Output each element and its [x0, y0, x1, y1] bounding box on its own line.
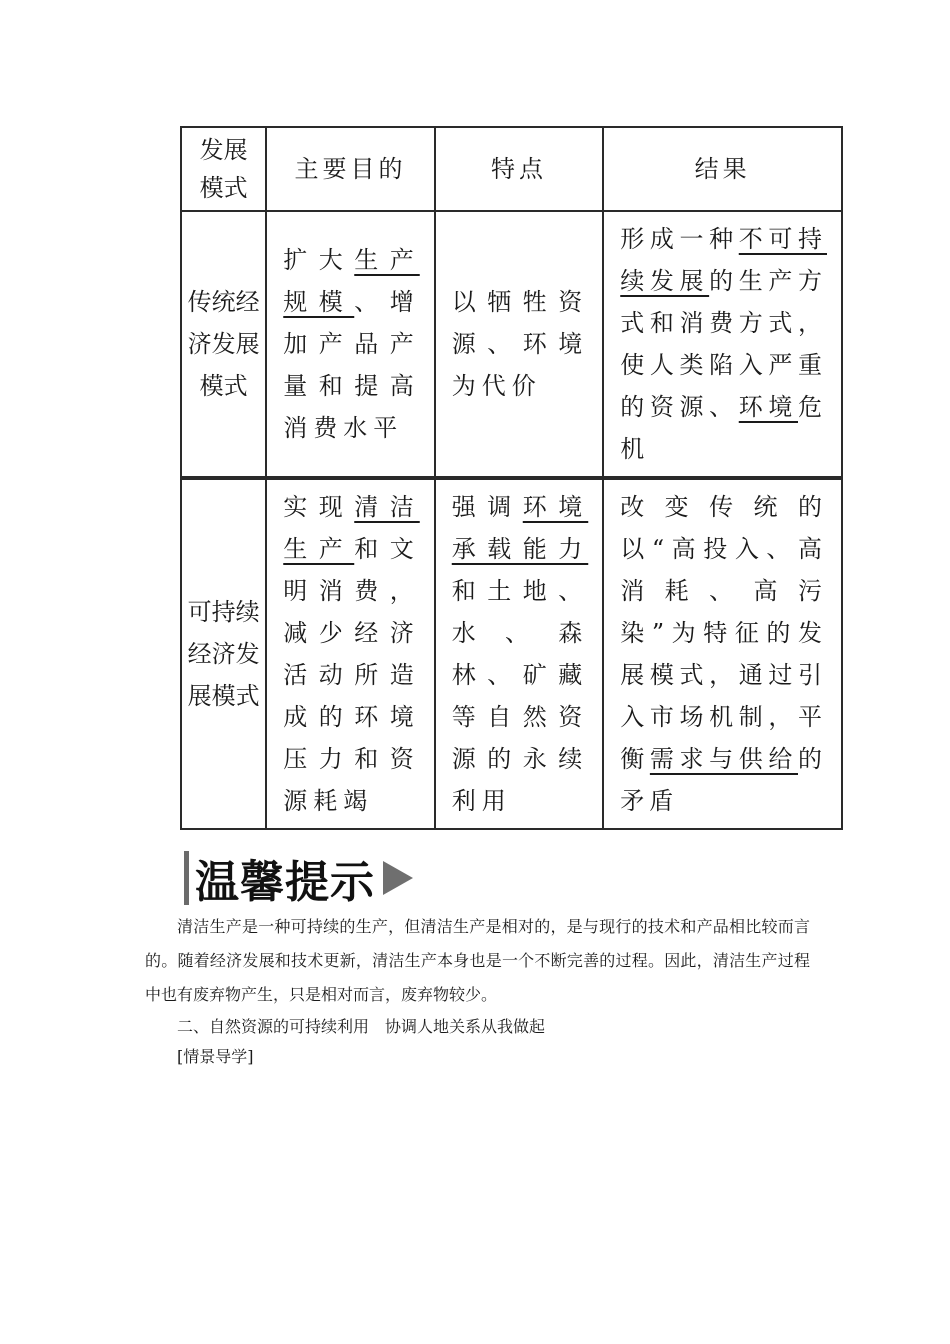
traditional-feature-cell [435, 211, 604, 477]
tip-title: 温馨提示 [195, 857, 375, 908]
traditional-mode-text: 传统经济发展模式 [187, 288, 260, 400]
cell-text: 和土地、水、森林、矿藏等自然资源的永续利用 [451, 577, 589, 815]
section-title: 二、自然资源的可持续利用 协调人地关系从我做起 [177, 1017, 546, 1036]
header-result-text: 结果 [694, 155, 751, 183]
underlined-term: 不可持续发展 [620, 225, 827, 295]
traditional-goal-cell [266, 211, 435, 477]
underlined-term: 清洁生产 [283, 493, 420, 563]
underlined-term: 环境 [738, 393, 798, 421]
cell-text: 、增加产品产量和提高消费水平 [283, 288, 420, 442]
header-feature [435, 127, 604, 211]
header-goal-text: 主要目的 [294, 155, 407, 183]
cell-text: 形成一种 [620, 225, 739, 253]
development-mode-table-part2 [180, 478, 843, 830]
header-result [603, 127, 842, 211]
underlined-term: 环境承载能力 [451, 493, 589, 563]
cell-text: 实现 [283, 493, 355, 521]
header-feature-text: 特点 [491, 155, 547, 183]
tip-bar [184, 851, 189, 905]
underlined-term: 生产规模 [283, 246, 420, 316]
cell-text: 的矛盾 [620, 745, 827, 815]
sustainable-result-cell [603, 479, 842, 829]
sustainable-mode-text: 可持续经济发展模式 [187, 598, 260, 710]
cell-text: 扩大 [283, 246, 355, 274]
traditional-mode-cell [181, 211, 266, 477]
cell-text: 的生产方式和消费方式，使人类陷入严重的资源、 [620, 267, 827, 421]
header-goal [266, 127, 435, 211]
cell-text: 以牺牲资源、环境为代价 [451, 288, 589, 400]
tip-heading [184, 848, 413, 908]
section-tag: [情景导学] [177, 1047, 254, 1066]
underlined-term: 需求与供给 [649, 745, 798, 773]
sustainable-feature-cell [435, 479, 604, 829]
header-mode-text: 发展 模式 [199, 136, 248, 202]
table-header-row [181, 127, 842, 211]
sustainable-goal-cell [266, 479, 435, 829]
traditional-result-cell [603, 211, 842, 477]
tip-text: 清洁生产是一种可持续的生产，但清洁生产是相对的，是与现行的技术和产品相比较而言的。随着经济发展和技术更新，清洁生产本身也是一个不断完善的过程。因此，清洁生产过程中也有废弃物产生，只是相对而言，废弃物较少。 [145, 917, 810, 1004]
play-arrow-icon [383, 861, 413, 895]
cell-text: 改变传统的以“高投入、高消耗、高污染”为特征的发展模式，通过引入市场机制，平衡 [620, 493, 827, 773]
development-mode-table-part1 [180, 126, 843, 478]
cell-text: 强调 [451, 493, 523, 521]
header-mode [181, 127, 266, 211]
table-row-sustainable [181, 479, 842, 829]
sustainable-mode-cell [181, 479, 266, 829]
cell-text: 危机 [620, 393, 827, 463]
cell-text: 和文明消费，减少经济活动所造成的环境压力和资源耗竭 [283, 535, 420, 815]
table-row-traditional [181, 211, 842, 477]
